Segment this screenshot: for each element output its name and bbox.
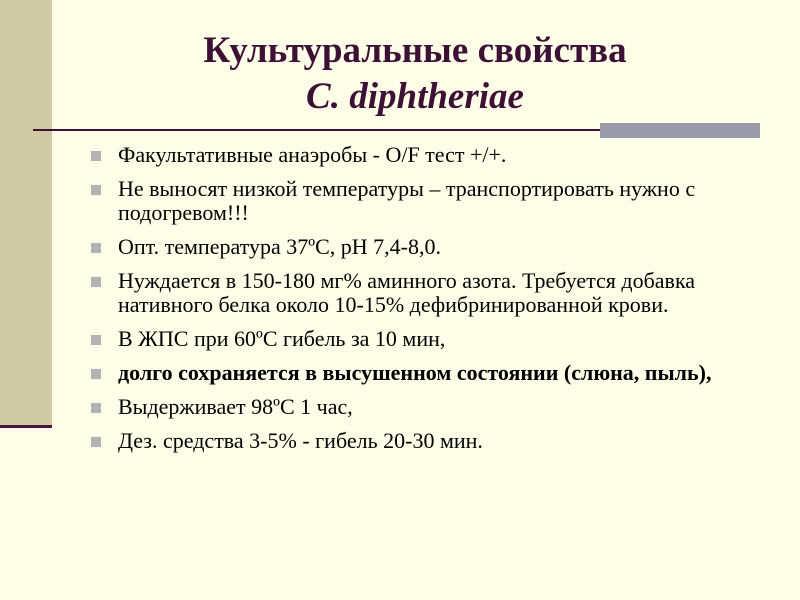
square-bullet-icon — [91, 369, 101, 379]
bullet-text: Выдерживает 98ºС 1 час, — [118, 394, 353, 419]
bullet-item — [90, 177, 750, 225]
square-bullet-icon — [91, 185, 101, 195]
bullet-text: В ЖПС при 60ºС гибель за 10 мин, — [118, 326, 446, 351]
slide-title — [55, 28, 775, 120]
title-divider-block — [600, 123, 760, 138]
slide-title-species: C. diphtheriae — [306, 76, 524, 117]
bullet-text: Дез. средства 3-5% - гибель 20-30 мин. — [118, 428, 483, 453]
side-decoration-line — [0, 425, 52, 428]
bullet-item — [90, 269, 750, 317]
bullet-text: Факультативные анаэробы - O/F тест +/+. — [118, 142, 507, 167]
bullet-item — [90, 327, 750, 351]
bullet-item — [90, 235, 750, 259]
bullet-list — [90, 143, 750, 463]
bullet-item — [90, 361, 750, 385]
square-bullet-icon — [91, 151, 101, 161]
bullet-item — [90, 395, 750, 419]
bullet-text: Нуждается в 150-180 мг% аминного азота. Требуется добавка нативного белка около 10-15% дефибринированной крови. — [118, 268, 696, 317]
square-bullet-icon — [91, 403, 101, 413]
slide-title-line1: Культуральные свойства — [203, 30, 627, 71]
side-decoration-band — [0, 0, 52, 428]
square-bullet-icon — [91, 335, 101, 345]
square-bullet-icon — [91, 277, 101, 287]
bullet-item — [90, 429, 750, 453]
bullet-text: долго сохраняется в высушенном состоянии (слюна, пыль), — [118, 360, 712, 385]
square-bullet-icon — [91, 243, 101, 253]
bullet-text: Не выносят низкой температуры – транспортировать нужно с подогревом!!! — [118, 176, 696, 225]
bullet-item — [90, 143, 750, 167]
square-bullet-icon — [91, 437, 101, 447]
bullet-text: Опт. температура 37ºС, рН 7,4-8,0. — [118, 234, 441, 259]
